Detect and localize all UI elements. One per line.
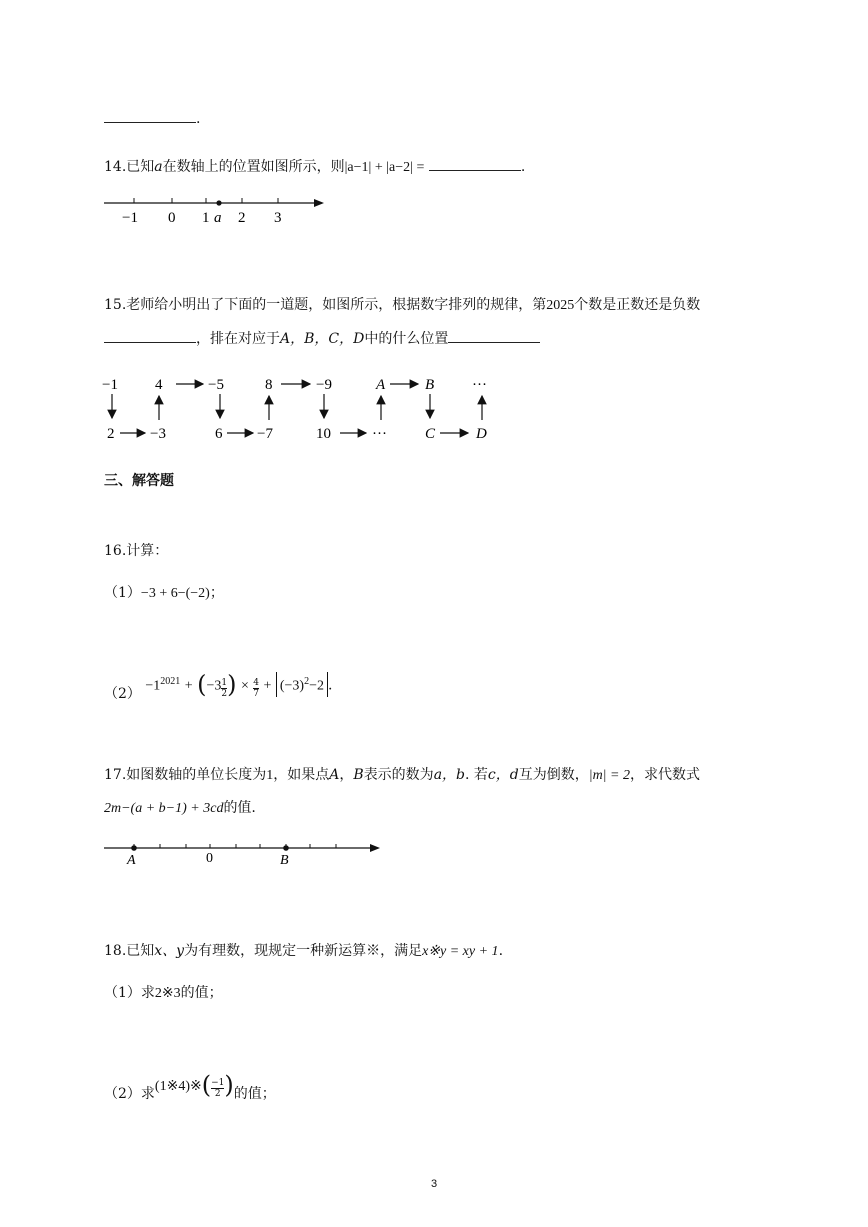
section-heading: 三、解答题 bbox=[104, 473, 174, 489]
tick-label: 3 bbox=[274, 210, 282, 226]
seq-top-1: 4 bbox=[155, 377, 163, 393]
point-label-B: B bbox=[280, 853, 289, 868]
number-pattern-diagram bbox=[100, 370, 520, 450]
tick-label: 1 bbox=[202, 210, 210, 226]
tick-label: 0 bbox=[168, 210, 176, 226]
seq-bottom-D: D bbox=[476, 426, 487, 442]
question-15-text: 15.老师给小明出了下面的一道题，如图所示，根据数字排列的规律，第2025个数是正数还是负数 bbox=[104, 297, 701, 313]
seq-top-4: −9 bbox=[316, 377, 332, 393]
answer-blank-15a[interactable] bbox=[104, 328, 196, 343]
answer-blank-15b[interactable] bbox=[448, 328, 540, 343]
question-18-part-2: （2）求(1※4)※( $\frac{-1}{2}$ )的值； bbox=[104, 1071, 276, 1102]
seq-bottom-0: 2 bbox=[107, 426, 115, 442]
seq-top-2: −5 bbox=[208, 377, 224, 393]
point-B bbox=[283, 845, 289, 851]
fraction-four-sevenths: $\frac{4}{7}$ bbox=[253, 677, 260, 699]
question-17-text-2: 2m−(a + b−1) + 3cd的值. bbox=[104, 800, 256, 816]
question-15-text-2: ，排在对应于A，B，C，D中的什么位置 bbox=[104, 328, 540, 349]
abs-expression: |a−1| + |a−2| = bbox=[344, 160, 425, 175]
question-14-text: 14.已知a在数轴上的位置如图所示，则|a−1| + |a−2| = . bbox=[104, 156, 525, 178]
question-16-title: 16.计算： bbox=[104, 543, 169, 559]
seq-bottom-4: 10 bbox=[316, 426, 331, 442]
seq-bottom-C: C bbox=[425, 426, 436, 442]
seq-bottom-2: 6 bbox=[215, 426, 223, 442]
tick-label-zero: 0 bbox=[206, 851, 213, 866]
answer-blank-14[interactable] bbox=[429, 156, 521, 171]
tick-label: 2 bbox=[238, 210, 246, 226]
question-16-part-2: $(2) -1^{2021} + (-3$ $\frac{1}{2}$ ) × $\frac{4}{7}$ + $(-3)^2-2$ . bbox=[104, 670, 333, 702]
seq-top-3: 8 bbox=[265, 377, 273, 393]
point-label-A: A bbox=[127, 853, 136, 868]
point-A bbox=[131, 845, 137, 851]
question-18-part-1: （1）求2※3的值； bbox=[104, 985, 223, 1001]
number-line-17 bbox=[100, 836, 390, 870]
question-18-text: 18.已知x、y为有理数，现规定一种新运算※，满足x※y = xy + 1. bbox=[104, 943, 504, 959]
point-a bbox=[216, 200, 221, 205]
question-16-part-1: （1）−3 + 6−(−2)； bbox=[104, 585, 224, 601]
point-label-a: a bbox=[214, 210, 222, 226]
answer-blank-line: . bbox=[104, 108, 200, 129]
seq-top-dots: ··· bbox=[472, 377, 487, 393]
seq-bottom-dots: ··· bbox=[372, 426, 387, 442]
number-line-14 bbox=[100, 190, 340, 230]
fraction-mixed: $\frac{1}{2}$ bbox=[221, 677, 228, 699]
page-number: 3 bbox=[430, 1178, 438, 1190]
seq-top-A: A bbox=[376, 377, 386, 393]
question-17-text: 17.如图数轴的单位长度为1，如果点A，B表示的数为a，b. 若c，d互为倒数，|m| = 2，求代数式 bbox=[104, 767, 700, 783]
seq-top-0: −1 bbox=[102, 377, 118, 393]
fraction-neg-half: $\frac{-1}{2}$ bbox=[211, 1078, 225, 1099]
absolute-value: $(-3)^2-2$ bbox=[276, 672, 328, 697]
seq-top-B: B bbox=[425, 377, 435, 393]
answer-blank[interactable] bbox=[104, 108, 196, 123]
seq-bottom-1: −3 bbox=[150, 426, 166, 442]
tick-label: −1 bbox=[122, 210, 138, 226]
seq-bottom-3: −7 bbox=[257, 426, 273, 442]
